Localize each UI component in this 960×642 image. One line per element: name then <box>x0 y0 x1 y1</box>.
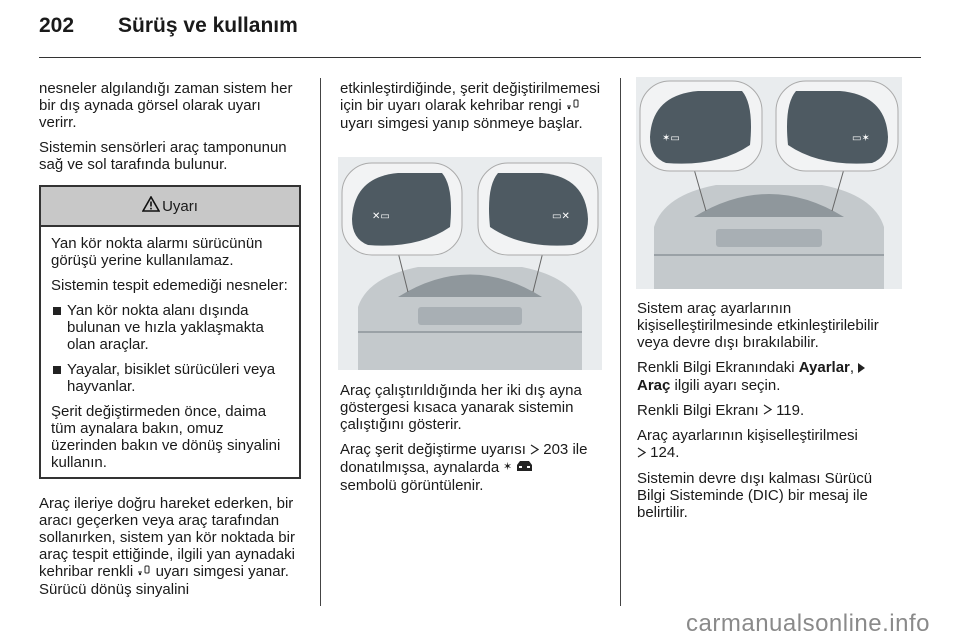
column-3 <box>637 300 900 529</box>
car-star-icon <box>503 459 533 477</box>
warning-body <box>41 227 299 477</box>
warning-paragraph-3: Şerit değiştirmeden önce, daima tüm aynalara bakın, omuz üzerinden bakın ve dönüş sinyalini kullanın. <box>51 403 281 471</box>
watermark: carmanualsonline.info <box>686 610 930 637</box>
col2-p1-text-a: etkinleştirdiğinde, şerit değiştirilmemesi için bir uyarı olarak kehribar rengi <box>340 80 601 114</box>
col2-p3-page-ref: 203 <box>543 441 569 458</box>
col1-p3-text-a: Araç ileriye doğru hareket ederken, bir aracı geçerken veya araç tarafından sollanırken, sistem yan kör noktada bir araç tespit ettiğinde, ilgili yan aynadaki kehribar renkli <box>39 495 295 580</box>
col1-paragraph-1: nesneler algılandığı zaman sistem her bir dış aynada görsel olarak uyarı verirr. <box>39 80 293 131</box>
column-1 <box>39 80 301 606</box>
col3-paragraph-1: Sistem araç ayarlarının kişiselleştirilmesinde etkinleştirilebilir veya devre dışı bırakılabilir. <box>637 300 879 351</box>
menu-item-ayarlar: Ayarlar <box>798 359 850 376</box>
page-number: 202 <box>39 14 75 37</box>
column-2-lower <box>340 382 605 502</box>
mirror-illustration-2 <box>636 77 902 289</box>
warning-header <box>41 187 299 227</box>
mirror-illustration-1 <box>338 157 602 370</box>
section-title: Sürüş ve kullanım <box>118 14 298 37</box>
col3-p2-text-a: Renkli Bilgi Ekranındaki <box>637 359 795 376</box>
col2-p3-text-b: ile donatılmışsa, aynalarda <box>340 441 588 476</box>
col1-paragraph-2: Sistemin sensörleri araç tamponunun sağ ve sol tarafında bulunur. <box>39 139 287 173</box>
menu-arrow-icon <box>858 360 865 377</box>
col3-p4-page-ref: 124. <box>650 444 680 462</box>
col1-paragraph-3 <box>39 495 301 598</box>
col3-paragraph-2 <box>637 359 900 394</box>
col2-paragraph-1 <box>340 80 605 132</box>
column-divider-2 <box>620 78 621 606</box>
page-header <box>39 14 298 38</box>
col3-p3-text: Renkli Bilgi Ekranı <box>637 401 759 419</box>
warning-box <box>39 185 301 479</box>
warning-list <box>51 302 289 395</box>
svg-text:✶▭: ✶▭ <box>662 133 680 144</box>
col3-paragraph-3 <box>637 402 900 420</box>
col3-p2-text-b: ilgili ayarı seçin. <box>674 376 781 394</box>
blind-spot-icon <box>137 564 151 581</box>
col2-p3-text-a: Araç şerit değiştirme uyarısı <box>340 441 526 458</box>
warning-list-item: Yayalar, bisiklet sürücüleri veya hayvanlar. <box>51 361 289 395</box>
svg-text:✶: ✶ <box>503 459 513 473</box>
column-divider-1 <box>320 78 321 606</box>
warning-paragraph-2: Sistemin tespit edemediği nesneler: <box>51 277 288 294</box>
col2-paragraph-3 <box>340 441 605 494</box>
blind-spot-icon <box>566 98 580 115</box>
page-ref-arrow-icon <box>530 442 539 459</box>
warning-triangle-icon <box>142 196 162 216</box>
warning-title: Uyarı <box>162 197 198 215</box>
warning-paragraph-1: Yan kör nokta alarmı sürücünün görüşü yerine kullanılamaz. <box>51 235 263 269</box>
col2-p1-text-b: uyarı simgesi yanıp sönmeye başlar. <box>340 114 583 132</box>
svg-text:▭✶: ▭✶ <box>852 133 870 144</box>
page-ref-arrow-icon <box>763 402 772 419</box>
svg-text:✕▭: ✕▭ <box>372 211 390 222</box>
page-ref-arrow-icon <box>637 445 646 462</box>
svg-text:▭✕: ▭✕ <box>552 211 570 222</box>
col2-paragraph-2: Araç çalıştırıldığında her iki dış ayna göstergesi kısaca yanarak sistemin çalıştığını gösterir. <box>340 382 582 433</box>
col2-p3-text-c: sembolü görüntülenir. <box>340 476 484 494</box>
column-2 <box>340 80 605 140</box>
col3-paragraph-4 <box>637 427 900 462</box>
col3-p2-comma: , <box>849 359 855 376</box>
col3-p3-page-ref: 119. <box>776 401 805 419</box>
col3-p4-text: Araç ayarlarının kişiselleştirilmesi <box>637 427 858 445</box>
header-rule <box>39 57 921 58</box>
warning-list-item: Yan kör nokta alanı dışında bulunan ve hızla yaklaşmakta olan araçlar. <box>51 302 289 353</box>
col1-p3-text-b: uyarı simgesi yanar. Sürücü dönüş sinyalini <box>39 563 289 598</box>
menu-item-arac: Araç <box>637 376 671 394</box>
col3-paragraph-5: Sistemin devre dışı kalması Sürücü Bilgi Sisteminde (DIC) bir mesaj ile belirtilir. <box>637 469 873 521</box>
